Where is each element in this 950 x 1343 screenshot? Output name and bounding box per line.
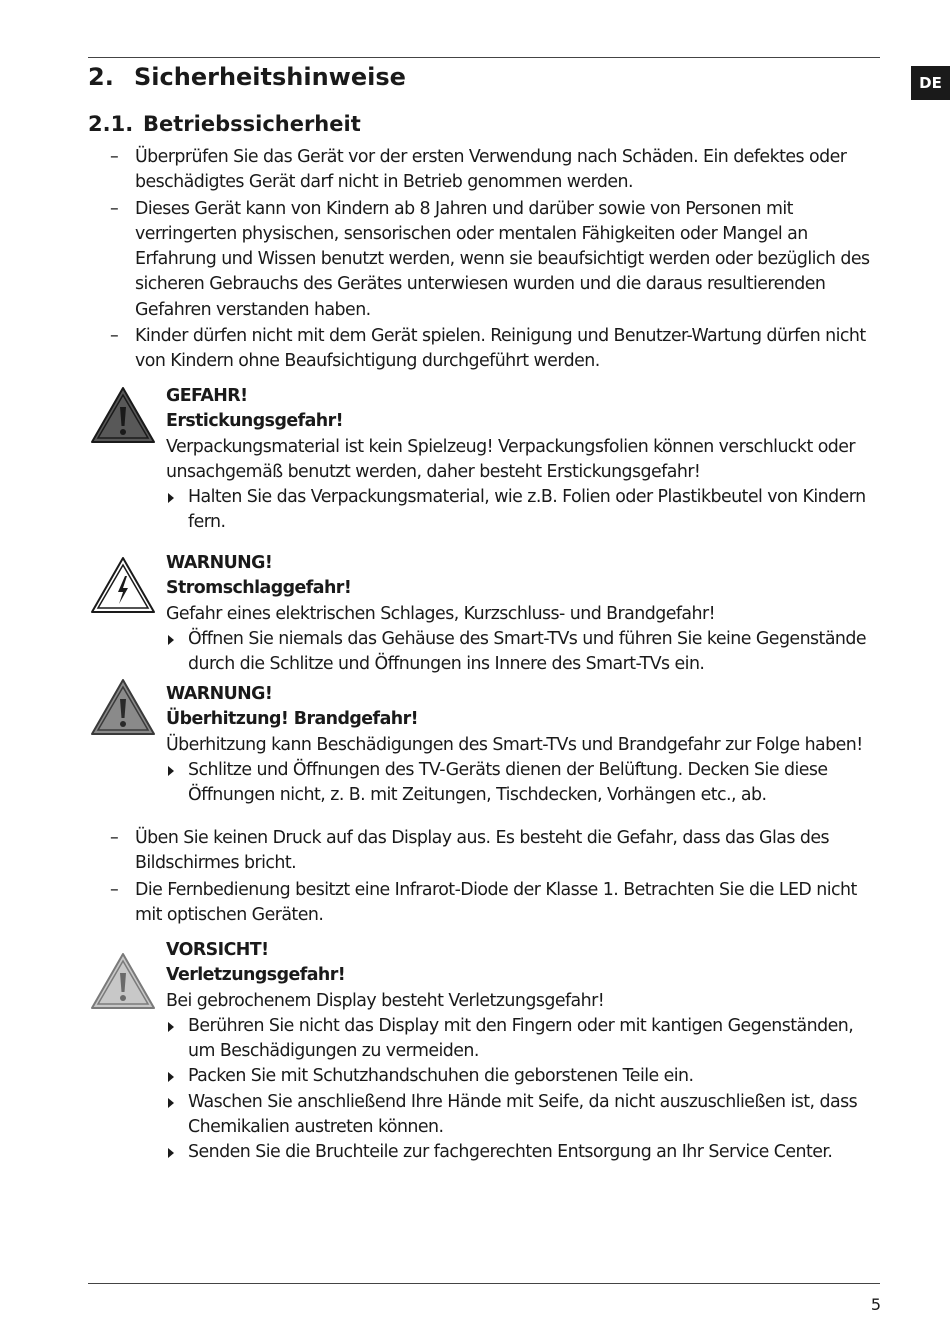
list-item: – Kinder dürfen nicht mit dem Gerät spielen. Reinigung und Benutzer-Wartung dürfen nicht von Kindern ohne Beaufsichtigung durchgeführt werden. [110,324,880,375]
list-item: – Dieses Gerät kann von Kindern ab 8 Jahren und darüber sowie von Personen mit verringerten physischen, sensorischen oder mentalen Fähigkeiten oder Mangel an Erfahrung und Wissen benutzt werden, wenn sie beaufsichtigt werden oder bezüglich des sicheren Gebrauchs des Gerätes unterwiesen wurden und die daraus resultierenden Gefahren verstanden haben. [110,197,880,323]
action-item: Senden Sie die Bruchteile zur fachgerechten Entsorgung an Ihr Service Center. [166,1140,880,1165]
list-item: – Die Fernbedienung besitzt eine Infrarot-Diode der Klasse 1. Betrachten Sie die LED nicht mit optischen Geräten. [110,878,880,929]
signal-word: VORSICHT! [166,940,269,960]
electric-shock-triangle-icon [90,556,156,614]
action-item: Waschen Sie anschließend Ihre Hände mit Seife, da nicht auszuschließen ist, dass Chemikalien austreten können. [166,1090,880,1141]
action-list [166,627,880,678]
footer-rule [88,1283,880,1284]
action-item: Packen Sie mit Schutzhandschuhen die geborstenen Teile ein. [166,1064,880,1089]
hazard-title: Überhitzung! Brandgefahr! [166,709,418,730]
section-number: 2. [88,63,114,91]
display-list [110,826,880,929]
signal-word: GEFAHR! [166,386,248,406]
hazard-title: Erstickungsgefahr! [166,411,344,432]
warning-text: Gefahr eines elektrischen Schlages, Kurzschluss- und Brandgefahr! [166,603,716,624]
subsection-heading [88,112,361,136]
section-title: Sicherheitshinweise [134,63,406,91]
language-tab: DE [911,66,950,100]
warning-overheat [166,682,880,808]
hazard-title: Stromschlaggefahr! [166,578,352,599]
intro-list [110,145,880,376]
page-number: 5 [870,1295,881,1314]
subsection-title: Betriebssicherheit [143,112,361,136]
exclamation-triangle-icon [90,678,156,736]
warning-danger [166,384,880,536]
list-item: – Überprüfen Sie das Gerät vor der ersten Verwendung nach Schäden. Ein defektes oder beschädigtes Gerät darf nicht in Betrieb genommen werden. [110,145,880,196]
hazard-title: Verletzungsgefahr! [166,965,346,986]
exclamation-triangle-icon [90,386,156,444]
action-item: Berühren Sie nicht das Display mit den Fingern oder mit kantigen Gegenständen, um Beschädigungen zu vermeiden. [166,1014,880,1065]
warning-caution [166,938,880,1166]
caution-triangle-icon [90,952,156,1010]
action-item: Schlitze und Öffnungen des TV-Geräts dienen der Belüftung. Decken Sie diese Öffnungen nicht, z. B. mit Zeitungen, Tischdecken, Vorhängen etc., ab. [166,758,880,809]
action-list [166,485,880,536]
section-heading [88,63,406,91]
header-rule [88,57,880,58]
warning-text: Verpackungsmaterial ist kein Spielzeug! Verpackungsfolien können verschluckt oder unsachgemäß benutzt werden, daher besteht Erstickungsgefahr! [166,436,856,482]
action-item: Öffnen Sie niemals das Gehäuse des Smart-TVs und führen Sie keine Gegenstände durch die Schlitze und Öffnungen ins Innere des Smart-TVs ein. [166,627,880,678]
warning-text: Bei gebrochenem Display besteht Verletzungsgefahr! [166,990,605,1011]
list-item: – Üben Sie keinen Druck auf das Display aus. Es besteht die Gefahr, dass das Glas des Bildschirmes bricht. [110,826,880,877]
action-list [166,758,880,809]
subsection-number: 2.1. [88,112,134,136]
signal-word: WARNUNG! [166,684,273,704]
signal-word: WARNUNG! [166,553,273,573]
warning-electric [166,551,880,677]
warning-text: Überhitzung kann Beschädigungen des Smart-TVs und Brandgefahr zur Folge haben! [166,734,863,755]
action-list [166,1014,880,1166]
action-item: Halten Sie das Verpackungsmaterial, wie z.B. Folien oder Plastikbeutel von Kindern fern. [166,485,880,536]
